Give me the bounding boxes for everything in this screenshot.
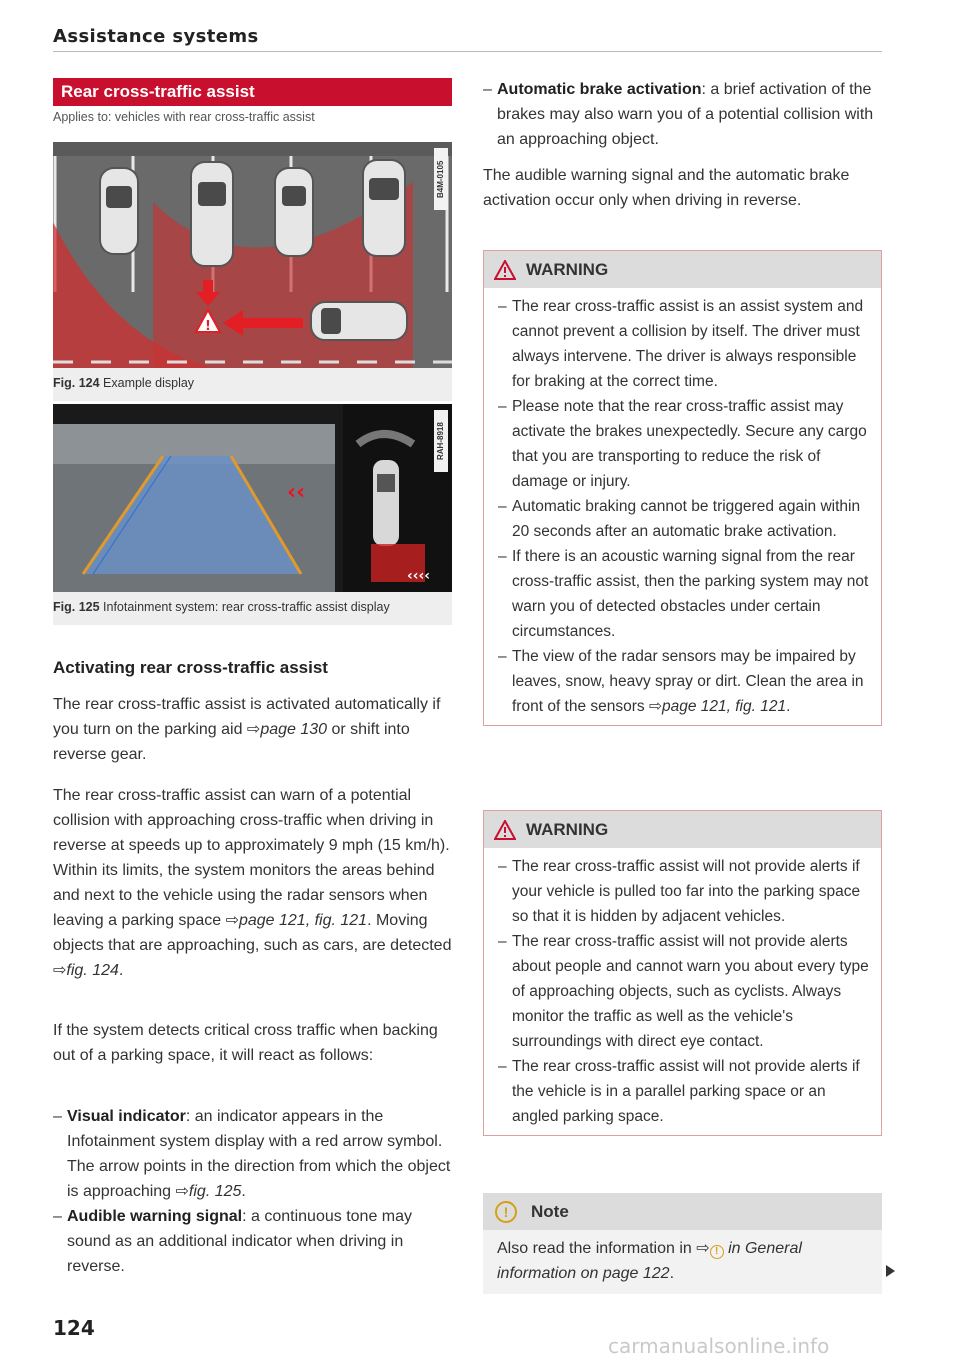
paragraph-reverse-only: The audible warning signal and the automatic brake activation occur only when driving in reverse. <box>483 167 850 209</box>
figure-125-caption <box>53 592 452 625</box>
note-text: Also read the information in ⇨ <box>497 1240 710 1257</box>
paragraph-reaction-intro: If the system detects critical cross traffic when backing out of a parking space, it will react as follows: <box>53 1022 438 1064</box>
warning-list <box>498 294 869 719</box>
warning-item: – The rear cross-traffic assist will not provide alerts if your vehicle is pulled too far into the parking space so that it is hidden by adjacent vehicles. <box>498 854 869 929</box>
warning-body <box>484 288 881 725</box>
list-item <box>53 1204 453 1279</box>
warning-triangle-icon <box>494 260 516 280</box>
info-circle-icon: ! <box>495 1201 517 1223</box>
list-item <box>483 77 883 152</box>
svg-text:‹‹: ‹‹ <box>287 480 306 505</box>
applies-to-note: Applies to: vehicles with rear cross-traffic assist <box>53 110 315 124</box>
warning-header <box>484 811 881 848</box>
camera-display-illustration <box>53 404 452 592</box>
warning-body <box>484 848 881 1135</box>
reaction-term: Audible warning signal <box>67 1208 243 1225</box>
warning-item-text: . <box>786 698 791 715</box>
note-header <box>483 1193 882 1230</box>
paragraph-text: . Moving objects that are approaching, such as cars, are detected <box>53 912 452 954</box>
note-reference-link[interactable]: in General information on page 122 <box>497 1240 802 1282</box>
page-number: 124 <box>53 1316 95 1340</box>
figure-125 <box>53 404 452 625</box>
page-reference-link[interactable]: ⇨page 121, fig. 121 <box>225 912 368 929</box>
note-reference-icon[interactable]: ! <box>710 1245 724 1259</box>
reaction-text: . <box>241 1183 246 1200</box>
figure-124 <box>53 142 452 401</box>
figure-125-image <box>53 404 452 592</box>
warning-header <box>484 251 881 288</box>
paragraph-text: . <box>118 962 124 979</box>
figure-code: RAH-8918 <box>434 410 448 472</box>
note-text: . <box>669 1265 675 1282</box>
warning-item: – The rear cross-traffic assist is an assist system and cannot prevent a collision by itself. The driver must always intervene. The driver is always responsible for braking at the correct time. <box>498 294 869 394</box>
page-reference-link[interactable]: ⇨page 121, fig. 121 <box>649 698 787 715</box>
header-divider <box>53 51 882 52</box>
figure-code: B4M-0105 <box>434 148 448 210</box>
note-title: Note <box>531 1201 569 1221</box>
warning-item: – The rear cross-traffic assist will not provide alerts if the vehicle is in a parallel parking space or an angled parking space. <box>498 1054 869 1129</box>
warning-item-text: The view of the radar sensors may be impaired by leaves, snow, heavy spray or dirt. Clean the area in front of the sensors <box>512 648 864 715</box>
paragraph-activation <box>53 692 453 767</box>
warning-title: WARNING <box>526 259 609 279</box>
warning-box <box>483 250 882 726</box>
page-reference-link[interactable]: ⇨page 130 <box>246 721 328 738</box>
reaction-list <box>53 1104 453 1279</box>
figure-reference-link[interactable]: ⇨fig. 125 <box>175 1183 242 1200</box>
warning-item: – Please note that the rear cross-traffic assist may activate the brakes unexpectedly. Secure any cargo that you are transporting to reduce the risk of damage or injury. <box>498 394 869 494</box>
figure-124-image <box>53 142 452 368</box>
parking-scene-illustration <box>53 142 452 368</box>
paragraph-text: The rear cross-traffic assist can warn of a potential collision with approaching cross-traffic when driving in reverse at speeds up to approximately 9 mph (15 km/h). Within its limits, the system monitors the areas behind and next to the vehicle using the radar sensors when leaving a parking space <box>53 787 450 929</box>
figure-124-caption <box>53 368 452 401</box>
warning-item <box>498 644 869 719</box>
figure-caption-text: Example display <box>103 376 195 390</box>
list-item <box>53 1104 453 1204</box>
figure-reference-link[interactable]: ⇨fig. 124 <box>53 962 119 979</box>
svg-text:!: ! <box>205 319 211 334</box>
paragraph-text: The rear cross-traffic assist is activated automatically if you turn on the parking aid <box>53 696 441 738</box>
continue-arrow-icon <box>886 1265 895 1277</box>
warning-item: – The rear cross-traffic assist will not provide alerts about people and cannot warn you about every type of approaching objects, such as cyclists. Always monitor the traffic as well as the vehicle's surroundings with direct eye contact. <box>498 929 869 1054</box>
paragraph-description <box>53 783 453 983</box>
svg-text:‹‹‹‹: ‹‹‹‹ <box>407 568 431 584</box>
warning-item: – Automatic braking cannot be triggered again within 20 seconds after an automatic brake activation. <box>498 494 869 544</box>
figure-caption-text: Infotainment system: rear cross-traffic assist display <box>103 600 390 614</box>
reaction-text: : a brief activation of the brakes may also warn you of a potential collision with an approaching object. <box>497 81 874 148</box>
figure-label: Fig. 125 <box>53 600 100 614</box>
warning-list <box>498 854 869 1129</box>
note-body <box>483 1230 882 1294</box>
paragraph-text: or shift into reverse gear. <box>53 721 410 763</box>
warning-item: – If there is an acoustic warning signal from the rear cross-traffic assist, then the parking system may not warn you of detected obstacles under certain circumstances. <box>498 544 869 644</box>
warning-title: WARNING <box>526 819 609 839</box>
reaction-term: Automatic brake activation <box>497 81 702 98</box>
reaction-list-continued <box>483 77 883 152</box>
section-title: Rear cross-traffic assist <box>53 78 452 106</box>
reaction-term: Visual indicator <box>67 1108 186 1125</box>
watermark: carmanualsonline.info <box>608 1334 830 1358</box>
figure-label: Fig. 124 <box>53 376 100 390</box>
note-box <box>483 1193 882 1294</box>
warning-triangle-icon <box>494 820 516 840</box>
warning-box <box>483 810 882 1136</box>
section-header: Assistance systems <box>53 26 259 47</box>
reaction-text: : an indicator appears in the Infotainment system display with a red arrow symbol. The arrow points in the direction from which the object is approaching <box>67 1108 451 1200</box>
reaction-text: : a continuous tone may sound as an additional indicator when driving in reverse. <box>67 1208 413 1275</box>
subheading: Activating rear cross-traffic assist <box>53 658 328 677</box>
